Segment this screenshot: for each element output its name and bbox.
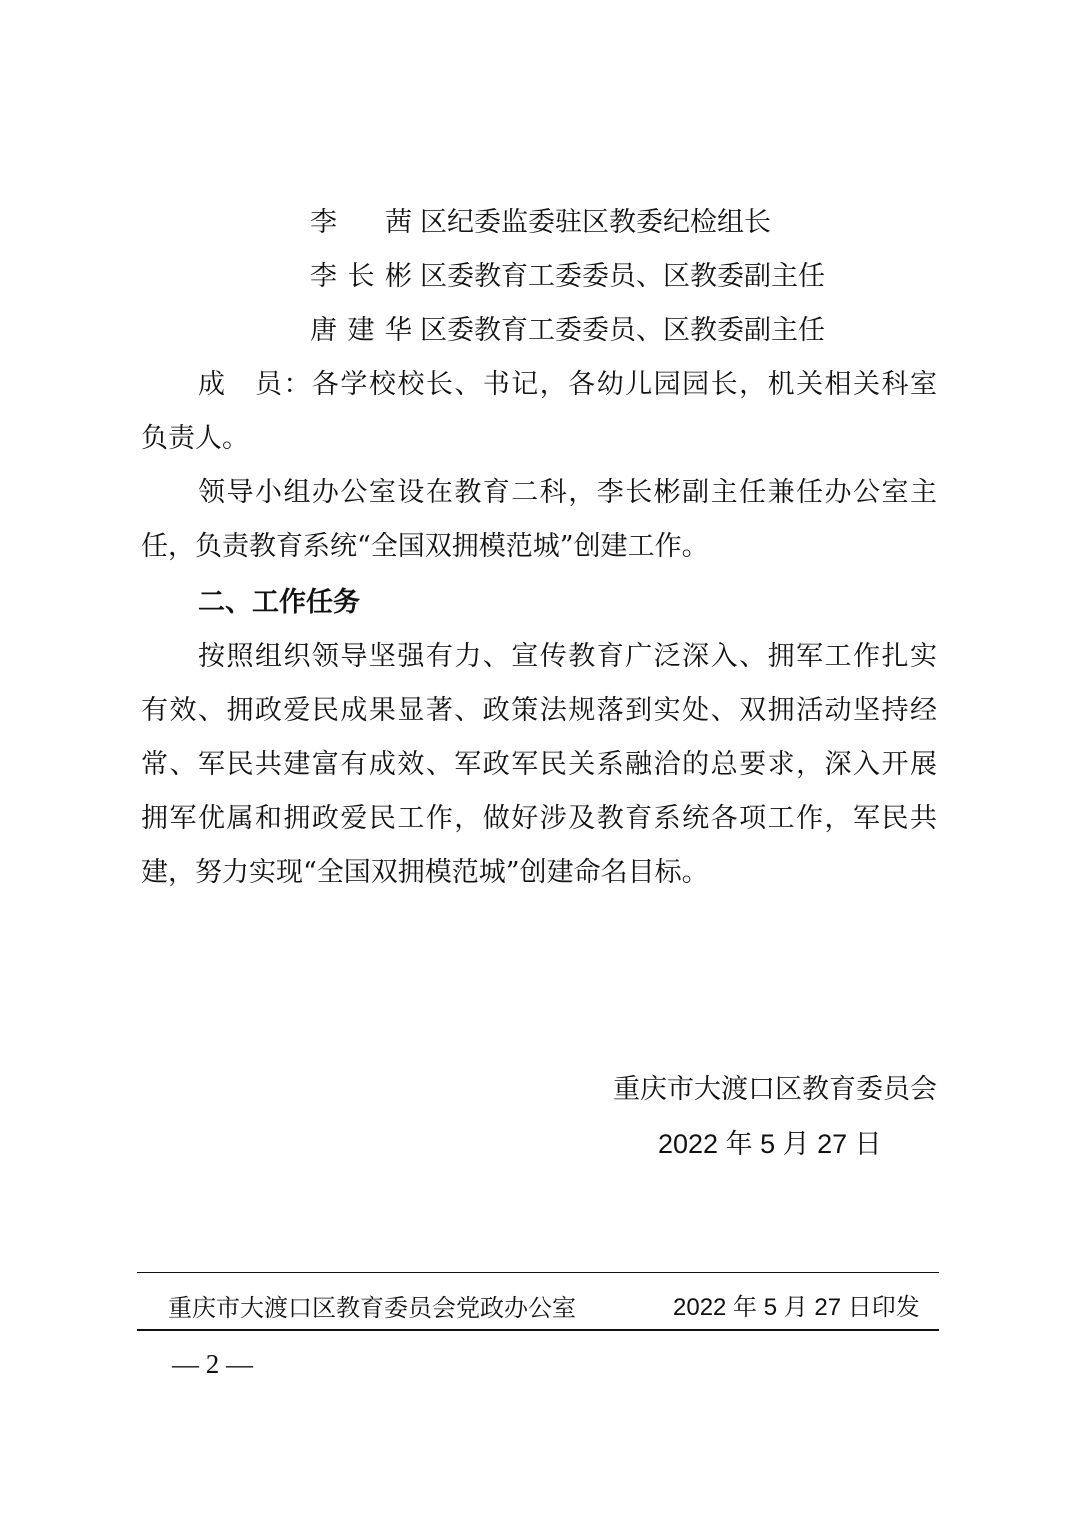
signature-date: 2022 年 5 月 27 日 <box>658 1129 882 1159</box>
paragraph-line: 按照组织领导坚强有力、宣传教育广泛深入、拥军工作扎实 <box>198 641 937 672</box>
footer-top-rule <box>137 1272 939 1273</box>
signature-organization: 重庆市大渡口区教育委员会 <box>613 1074 937 1105</box>
members-line-2: 负责人。 <box>141 423 249 454</box>
paragraph-line: 建，努力实现“全国双拥模范城”创建命名目标。 <box>141 857 709 888</box>
leader-name: 李 茜 <box>310 207 412 238</box>
footer-issuer: 重庆市大渡口区教育委员会党政办公室 <box>168 1294 576 1322</box>
leader-row <box>310 313 825 349</box>
paragraph-line: 常、军民共建富有成效、军政军民关系融洽的总要求，深入开展 <box>141 749 937 780</box>
office-line-2: 任，负责教育系统“全国双拥模范城”创建工作。 <box>141 531 709 562</box>
members-line-1: 成 员：各学校校长、书记，各幼儿园园长，机关相关科室 <box>198 369 937 400</box>
footer-issue-date: 2022 年 5 月 27 日印发 <box>673 1294 920 1321</box>
leader-row <box>310 259 825 295</box>
paragraph-line: 有效、拥政爱民成果显著、政策法规落到实处、双拥活动坚持经 <box>141 695 937 726</box>
leader-title: 区委教育工委委员、区教委副主任 <box>420 315 825 346</box>
paragraph-line: 拥军优属和拥政爱民工作，做好涉及教育系统各项工作，军民共 <box>141 803 937 834</box>
leader-row <box>310 205 771 241</box>
section-heading: 二、工作任务 <box>198 587 360 618</box>
footer-bottom-rule <box>137 1329 939 1331</box>
leader-name: 李长彬 <box>310 261 412 292</box>
leader-title: 区委教育工委委员、区教委副主任 <box>420 261 825 292</box>
leader-name: 唐建华 <box>310 315 412 346</box>
page-number: — 2 — <box>172 1349 253 1379</box>
leader-title: 区纪委监委驻区教委纪检组长 <box>420 207 771 238</box>
office-line-1: 领导小组办公室设在教育二科，李长彬副主任兼任办公室主 <box>198 477 937 508</box>
